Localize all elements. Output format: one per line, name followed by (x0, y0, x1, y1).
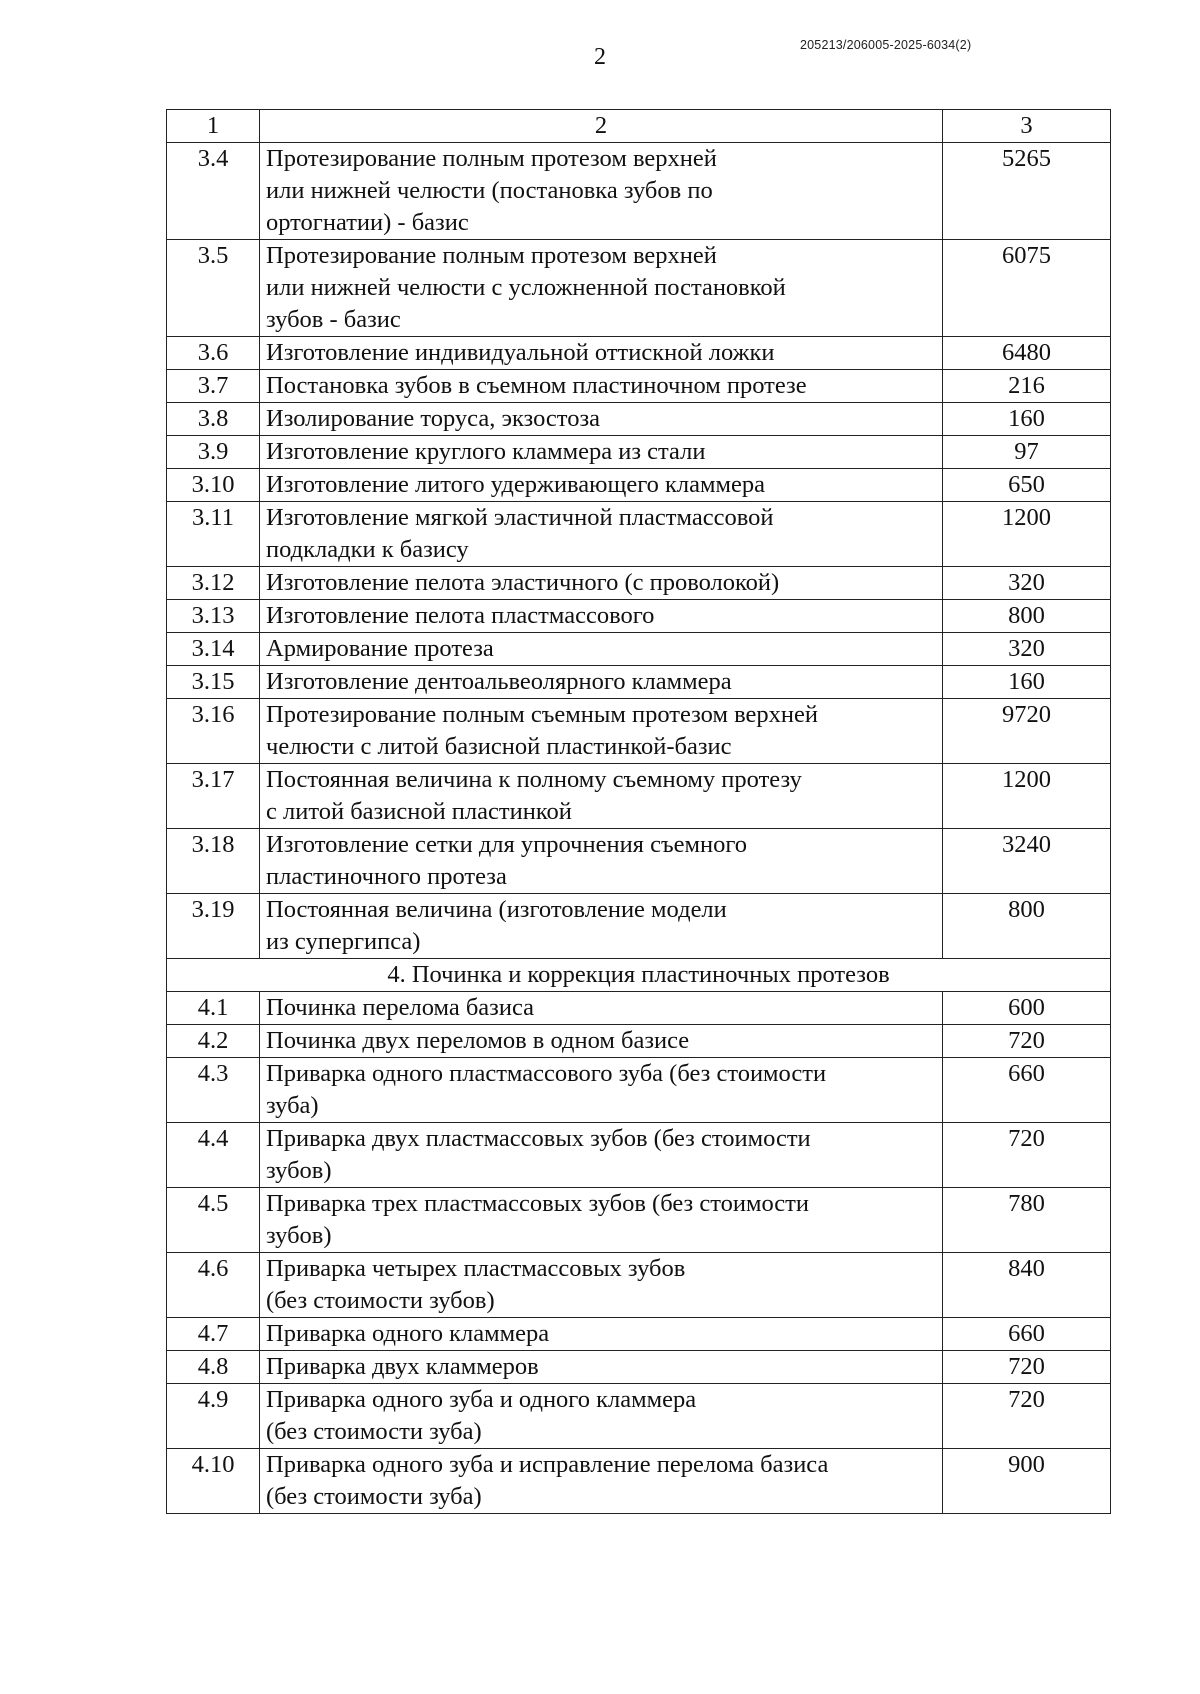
item-description-line: (без стоимости зуба) (266, 1483, 482, 1510)
table-row (167, 829, 1111, 894)
item-description-line: Изготовление дентоальвеолярного кламмера (266, 668, 732, 695)
table-row (167, 436, 1111, 469)
item-description-line: Постоянная величина к полному съемному протезу (266, 766, 802, 793)
table-row (167, 403, 1111, 436)
item-description (260, 829, 943, 894)
item-number: 3.12 (167, 567, 260, 600)
item-description-line: Приварка двух пластмассовых зубов (без стоимости (266, 1125, 811, 1152)
item-description (260, 1253, 943, 1318)
item-description-line: Изготовление индивидуальной оттискной ложки (266, 339, 775, 366)
table-row (167, 633, 1111, 666)
item-price: 9720 (943, 699, 1111, 764)
item-description-line: Приварка четырех пластмассовых зубов (266, 1255, 686, 1282)
item-price: 800 (943, 600, 1111, 633)
item-description (260, 666, 943, 699)
item-description (260, 1318, 943, 1351)
item-price: 600 (943, 992, 1111, 1025)
item-description-line: Изготовление пелота пластмассового (266, 602, 655, 629)
item-description (260, 1123, 943, 1188)
item-description-line: подкладки к базису (266, 536, 469, 563)
item-price: 6480 (943, 337, 1111, 370)
item-description (260, 370, 943, 403)
item-description (260, 436, 943, 469)
table-row (167, 1188, 1111, 1253)
item-number: 4.6 (167, 1253, 260, 1318)
table-row (167, 1318, 1111, 1351)
table-row (167, 1123, 1111, 1188)
item-price: 660 (943, 1318, 1111, 1351)
item-description (260, 1449, 943, 1514)
item-description-line: Починка двух переломов в одном базисе (266, 1027, 690, 1054)
item-description-line: Армирование протеза (266, 635, 494, 662)
table-row (167, 469, 1111, 502)
item-description-line: Изготовление круглого кламмера из стали (266, 438, 706, 465)
item-description-line: Приварка трех пластмассовых зубов (без стоимости (266, 1190, 809, 1217)
item-description (260, 403, 943, 436)
table-row (167, 1025, 1111, 1058)
item-number: 3.19 (167, 894, 260, 959)
column-header-description: 2 (260, 110, 943, 143)
item-description (260, 894, 943, 959)
item-price: 3240 (943, 829, 1111, 894)
item-number: 3.8 (167, 403, 260, 436)
item-number: 3.13 (167, 600, 260, 633)
item-description-line: Изготовление пелота эластичного (с проволокой) (266, 569, 780, 596)
table-row (167, 370, 1111, 403)
item-number: 4.5 (167, 1188, 260, 1253)
item-number: 3.5 (167, 240, 260, 337)
table-row (167, 337, 1111, 370)
item-description-line: Изолирование торуса, экзостоза (266, 405, 600, 432)
item-description (260, 1351, 943, 1384)
price-table-body (167, 110, 1111, 1514)
column-header-price: 3 (943, 110, 1111, 143)
item-number: 3.7 (167, 370, 260, 403)
table-row (167, 1351, 1111, 1384)
item-number: 3.17 (167, 764, 260, 829)
item-number: 4.2 (167, 1025, 260, 1058)
item-price: 720 (943, 1351, 1111, 1384)
item-description-line: челюсти с литой базисной пластинкой-базис (266, 733, 732, 760)
item-description-line: Протезирование полным протезом верхней (266, 242, 717, 269)
item-description (260, 143, 943, 240)
item-description-line: Изготовление сетки для упрочнения съемного (266, 831, 748, 858)
item-price: 650 (943, 469, 1111, 502)
table-row (167, 1449, 1111, 1514)
item-price: 97 (943, 436, 1111, 469)
item-price: 840 (943, 1253, 1111, 1318)
item-description-line: (без стоимости зубов) (266, 1287, 495, 1314)
item-description-line: Починка перелома базиса (266, 994, 535, 1021)
item-price: 320 (943, 633, 1111, 666)
item-description (260, 502, 943, 567)
item-description-line: Изготовление мягкой эластичной пластмассовой (266, 504, 774, 531)
column-header-number: 1 (167, 110, 260, 143)
item-description-line: Приварка одного пластмассового зуба (без стоимости (266, 1060, 827, 1087)
section-title: 4. Починка и коррекция пластиночных протезов (167, 959, 1111, 992)
table-row (167, 992, 1111, 1025)
item-description (260, 1025, 943, 1058)
table-row (167, 666, 1111, 699)
item-description-line: Приварка одного кламмера (266, 1320, 550, 1347)
item-price: 800 (943, 894, 1111, 959)
item-number: 3.4 (167, 143, 260, 240)
item-number: 3.9 (167, 436, 260, 469)
item-description-line: зубов - базис (266, 306, 401, 333)
item-description-line: Приварка одного зуба и одного кламмера (266, 1386, 697, 1413)
item-price: 160 (943, 666, 1111, 699)
item-description-line: Постановка зубов в съемном пластиночном протезе (266, 372, 807, 399)
item-description (260, 567, 943, 600)
item-description (260, 240, 943, 337)
table-row (167, 1384, 1111, 1449)
price-table (166, 109, 1111, 1514)
item-number: 3.15 (167, 666, 260, 699)
item-description (260, 764, 943, 829)
item-description (260, 699, 943, 764)
item-price: 6075 (943, 240, 1111, 337)
document-reference: 205213/206005-2025-6034(2) (800, 38, 972, 52)
item-description-line: из супергипса) (266, 928, 421, 955)
table-row (167, 764, 1111, 829)
item-description-line: Приварка двух кламмеров (266, 1353, 539, 1380)
item-description-line: или нижней челюсти (постановка зубов по (266, 177, 713, 204)
item-number: 3.18 (167, 829, 260, 894)
table-row (167, 894, 1111, 959)
item-price: 160 (943, 403, 1111, 436)
item-price: 720 (943, 1123, 1111, 1188)
table-row (167, 600, 1111, 633)
table-row (167, 1058, 1111, 1123)
item-number: 3.11 (167, 502, 260, 567)
item-price: 5265 (943, 143, 1111, 240)
item-description-line: Протезирование полным съемным протезом верхней (266, 701, 818, 728)
item-number: 4.7 (167, 1318, 260, 1351)
item-description (260, 337, 943, 370)
item-number: 3.16 (167, 699, 260, 764)
item-price: 900 (943, 1449, 1111, 1514)
item-number: 4.1 (167, 992, 260, 1025)
item-price: 780 (943, 1188, 1111, 1253)
item-description-line: Приварка одного зуба и исправление перелома базиса (266, 1451, 829, 1478)
table-row (167, 699, 1111, 764)
item-description-line: зубов) (266, 1222, 332, 1249)
table-row (167, 502, 1111, 567)
table-header-row (167, 110, 1111, 143)
item-price: 720 (943, 1025, 1111, 1058)
item-price: 216 (943, 370, 1111, 403)
item-number: 3.10 (167, 469, 260, 502)
item-description-line: пластиночного протеза (266, 863, 507, 890)
item-number: 4.9 (167, 1384, 260, 1449)
item-description-line: (без стоимости зуба) (266, 1418, 482, 1445)
table-section-row (167, 959, 1111, 992)
item-price: 1200 (943, 502, 1111, 567)
item-description (260, 600, 943, 633)
item-price: 1200 (943, 764, 1111, 829)
item-description (260, 1384, 943, 1449)
item-number: 4.8 (167, 1351, 260, 1384)
item-number: 4.4 (167, 1123, 260, 1188)
table-row (167, 1253, 1111, 1318)
item-description (260, 1058, 943, 1123)
table-row (167, 567, 1111, 600)
item-number: 4.3 (167, 1058, 260, 1123)
item-price: 660 (943, 1058, 1111, 1123)
table-row (167, 240, 1111, 337)
item-description (260, 992, 943, 1025)
item-price: 720 (943, 1384, 1111, 1449)
item-description-line: зуба) (266, 1092, 319, 1119)
table-row (167, 143, 1111, 240)
item-description (260, 633, 943, 666)
item-price: 320 (943, 567, 1111, 600)
item-description-line: ортогнатии) - базис (266, 209, 469, 236)
item-description (260, 469, 943, 502)
item-number: 4.10 (167, 1449, 260, 1514)
item-description-line: Изготовление литого удерживающего кламмера (266, 471, 766, 498)
item-description-line: или нижней челюсти с усложненной постановкой (266, 274, 786, 301)
item-description (260, 1188, 943, 1253)
item-number: 3.6 (167, 337, 260, 370)
item-description-line: зубов) (266, 1157, 332, 1184)
item-description-line: Протезирование полным протезом верхней (266, 145, 717, 172)
page-number: 2 (594, 44, 606, 70)
item-description-line: с литой базисной пластинкой (266, 798, 572, 825)
item-number: 3.14 (167, 633, 260, 666)
item-description-line: Постоянная величина (изготовление модели (266, 896, 727, 923)
